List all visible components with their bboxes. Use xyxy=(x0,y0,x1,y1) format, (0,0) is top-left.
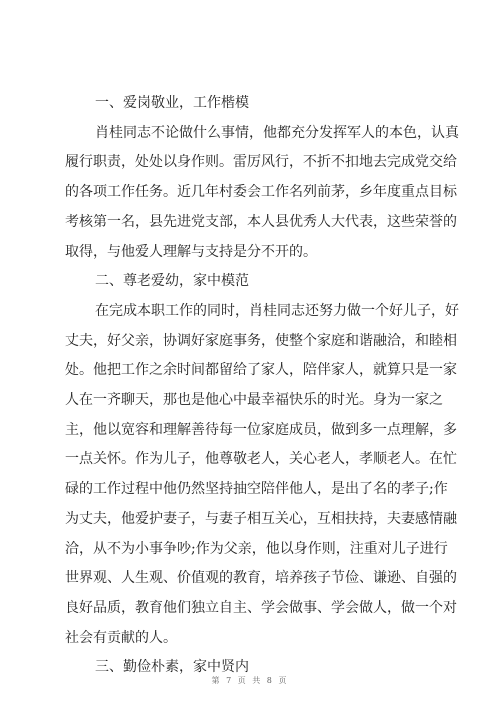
paragraph-line: 社会有贡献的人。 xyxy=(65,629,177,646)
paragraph-line: 肖桂同志不论做什么事情，他都充分发挥军人的本色，认真 xyxy=(95,124,459,141)
paragraph-line: 的各项工作任务。近几年村委会工作名列前茅，乡年度重点目标 xyxy=(65,184,457,201)
paragraph-line: 在完成本职工作的同时，肖桂同志还努力做一个好儿子，好 xyxy=(95,302,459,319)
paragraph-line: 取得，与他爱人理解与支持是分不开的。 xyxy=(65,243,317,260)
paragraph-line: 处。他把工作之余时间都留给了家人，陪伴家人，就算只是一家 xyxy=(65,362,457,379)
paragraph-line: 履行职责，处处以身作则。雷厉风行，不折不扣地去完成党交给 xyxy=(65,154,457,171)
paragraph-line: 丈夫，好父亲，协调好家庭事务，使整个家庭和谐融洽，和睦相 xyxy=(65,332,457,349)
paragraph-line: 良好品质，教育他们独立自主、学会做事、学会做人，做一个对 xyxy=(65,599,457,616)
section-heading: 二、尊老爱幼，家中模范 xyxy=(95,273,249,290)
section-heading: 三、勤俭朴素，家中贤内 xyxy=(95,659,249,676)
paragraph-line: 碌的工作过程中他仍然坚持抽空陪伴他人，是出了名的孝子;作 xyxy=(65,481,448,498)
paragraph-line: 人在一齐聊天，那也是他心中最幸福快乐的时光。身为一家之 xyxy=(65,392,443,408)
paragraph-line: 洽，从不为小事争吵;作为父亲，他以身作则，注重对儿子进行 xyxy=(65,540,448,557)
paragraph-line: 世界观、人生观、价值观的教育，培养孩子节俭、谦逊、自强的 xyxy=(65,570,457,587)
paragraph-line: 考核第一名，县先进党支部，本人县优秀人大代表，这些荣誉的 xyxy=(65,213,457,230)
page-footer: 第 7 页 共 8 页 xyxy=(211,676,289,685)
paragraph-line: 主，他以宽容和理解善待每一位家庭成员，做到多一点理解，多 xyxy=(65,421,457,438)
section-heading: 一、爱岗敬业，工作楷模 xyxy=(95,95,249,111)
paragraph-line: 一点关怀。作为儿子，他尊敬老人，关心老人，孝顺老人。在忙 xyxy=(65,451,457,468)
paragraph-line: 为丈夫，他爱护妻子，与妻子相互关心，互相扶持，夫妻感情融 xyxy=(65,510,457,527)
